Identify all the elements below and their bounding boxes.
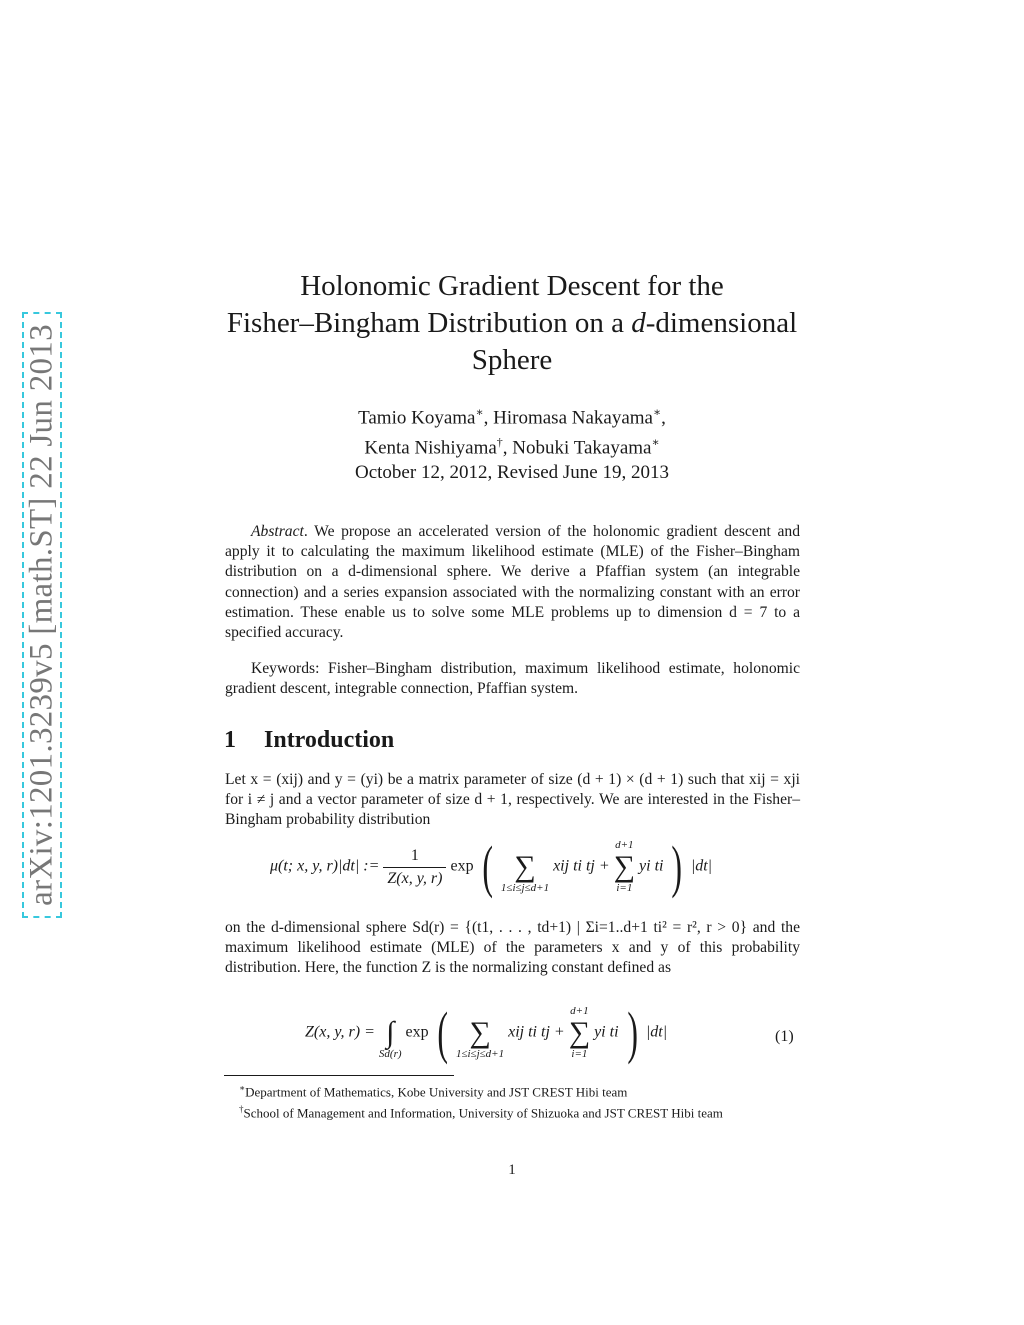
eq2-tail: |dt| [645, 1023, 668, 1041]
eq2-lhs: Z(x, y, r) = [305, 1023, 375, 1041]
eq1-sum2-lower: i=1 [616, 882, 633, 894]
title-line-2-pre: Fisher–Bingham Distribution on a [226, 307, 632, 339]
footnote-2 [225, 1101, 800, 1122]
eq2-sum1-lower: 1≤i≤j≤d+1 [455, 1048, 505, 1060]
eq1-sum-1 [501, 839, 549, 895]
sigma-icon: ∑ [469, 1016, 491, 1049]
footnote-mark: † [239, 1103, 244, 1114]
eq1-fraction [383, 847, 446, 888]
eq2-term-2: yi ti [594, 1023, 619, 1041]
eq2-sum-1 [456, 1005, 504, 1061]
keywords: Keywords: Fisher–Bingham distribution, maximum likelihood estimate, holonomic gradient descent, integrable connection, Pfaffian system. [225, 660, 800, 698]
title-line-2-post: -dimensional [645, 307, 798, 339]
integral-icon: ∫ [386, 1016, 395, 1049]
paper-title [200, 268, 824, 379]
eq2-int-lower: Sd(r) [378, 1048, 402, 1060]
eq1-sum2-upper: d+1 [615, 839, 634, 851]
arxiv-stamp[interactable] [22, 312, 62, 918]
page-number: 1 [508, 1162, 516, 1178]
author-koyama: Tamio Koyama [358, 407, 476, 429]
abstract-text: We propose an accelerated version of the holonomic gradient descent and apply it to calculating the maximum likelihood estimate (MLE) of the Fisher–Bingham distribution on a d-dimensional sphere. We derive a Pfaffian system (an integrable connection) and a series expansion associated with the normalizing constant with an error estimation. These enable us to solve some MLE problems up to dimension d = 7 to a specified accuracy. [225, 523, 800, 642]
title-line-3: Sphere [471, 344, 553, 376]
arxiv-identifier: arXiv:1201.3239v5 [math.ST] 22 Jun 2013 [23, 324, 60, 906]
eq2-integral [379, 1005, 402, 1061]
affiliation-mark: ∗ [475, 405, 484, 419]
author-nishiyama: Kenta Nishiyama [364, 437, 497, 459]
footnote-divider [224, 1075, 454, 1076]
eq2-sum2-upper: d+1 [570, 1005, 589, 1017]
intro-paragraph-2: on the d-dimensional sphere Sd(r) = {(t1, . . . , td+1) | Σi=1..d+1 ti² = r², r > 0} and the maximum likelihood estimate (MLE) of the parameters x and y of this probability distribution. Here, the function Z is the normalizing constant defined as [225, 919, 800, 977]
paper-date: October 12, 2012, Revised June 19, 2013 [355, 462, 669, 483]
eq2-sum2-lower: i=1 [571, 1048, 588, 1060]
sigma-icon: ∑ [613, 850, 636, 883]
eq2-sum-2 [569, 1005, 590, 1061]
eq2-exp: exp [405, 1023, 429, 1041]
eq1-frac-denominator: Z(x, y, r) [387, 869, 443, 887]
author-list: Tamio Koyama∗, Hiromasa Nakayama∗, Kenta Nishiyama†, Nobuki Takayama∗ [358, 405, 666, 459]
right-paren-icon: ) [626, 1000, 638, 1065]
footnote-1 [225, 1080, 800, 1101]
abstract: Abstract. We propose an accelerated version of the holonomic gradient descent and apply it to calculating the maximum likelihood estimate (MLE) of the Fisher–Bingham distribution on a d-dimensional sphere. We derive a Pfaffian system (an integrable connection) and a series expansion associated with the normalizing constant with an error estimation. These enable us to solve some MLE problems up to dimension d = 7 to a specified accuracy. [225, 523, 800, 642]
sigma-icon: ∑ [568, 1016, 591, 1049]
sigma-icon: ∑ [514, 850, 536, 883]
eq1-tail: |dt| [690, 857, 713, 875]
eq1-frac-numerator: 1 [383, 847, 446, 868]
eq1-sum-2 [614, 839, 635, 895]
eq1-term-2: yi ti [639, 857, 664, 875]
eq1-sum1-lower: 1≤i≤j≤d+1 [500, 882, 550, 894]
abstract-label: Abstract [251, 523, 304, 540]
equation-number: (1) [775, 1028, 794, 1045]
title-line-1: Holonomic Gradient Descent for the [300, 270, 724, 302]
equation-normalizing-constant [305, 1000, 668, 1065]
section-title: Introduction [264, 727, 395, 753]
equation-fisher-bingham [270, 834, 713, 899]
title-line-2-var: d [631, 307, 646, 339]
intro-paragraph-1: Let x = (xij) and y = (yi) be a matrix parameter of size (d + 1) × (d + 1) such that xij = xji for i ≠ j and a vector parameter of size d + 1, respectively. We are interested in the Fisher–Bingham probability distribution [225, 771, 800, 829]
author-takayama: Nobuki Takayama [512, 437, 652, 459]
right-paren-icon: ) [671, 834, 683, 899]
left-paren-icon: ( [436, 1000, 448, 1065]
section-number: 1 [224, 727, 236, 753]
section-heading [224, 727, 394, 754]
footnote-mark: ∗ [239, 1083, 246, 1093]
eq1-exp: exp [450, 857, 474, 875]
eq2-term-1: xij ti tj + [508, 1023, 565, 1041]
footnotes [225, 1080, 800, 1122]
affiliation-mark: ∗ [653, 405, 662, 419]
affiliation-mark: ∗ [651, 435, 660, 450]
eq1-lhs: μ(t; x, y, r)|dt| := [270, 857, 380, 875]
footnote-1-text: Department of Mathematics, Kobe University and JST CREST Hibi team [245, 1084, 628, 1100]
author-nakayama: Hiromasa Nakayama [493, 407, 653, 429]
affiliation-mark: † [496, 435, 503, 450]
footnote-2-text: School of Management and Information, University of Shizuoka and JST CREST Hibi team [243, 1105, 723, 1121]
eq1-term-1: xij ti tj + [553, 857, 610, 875]
left-paren-icon: ( [481, 834, 493, 899]
